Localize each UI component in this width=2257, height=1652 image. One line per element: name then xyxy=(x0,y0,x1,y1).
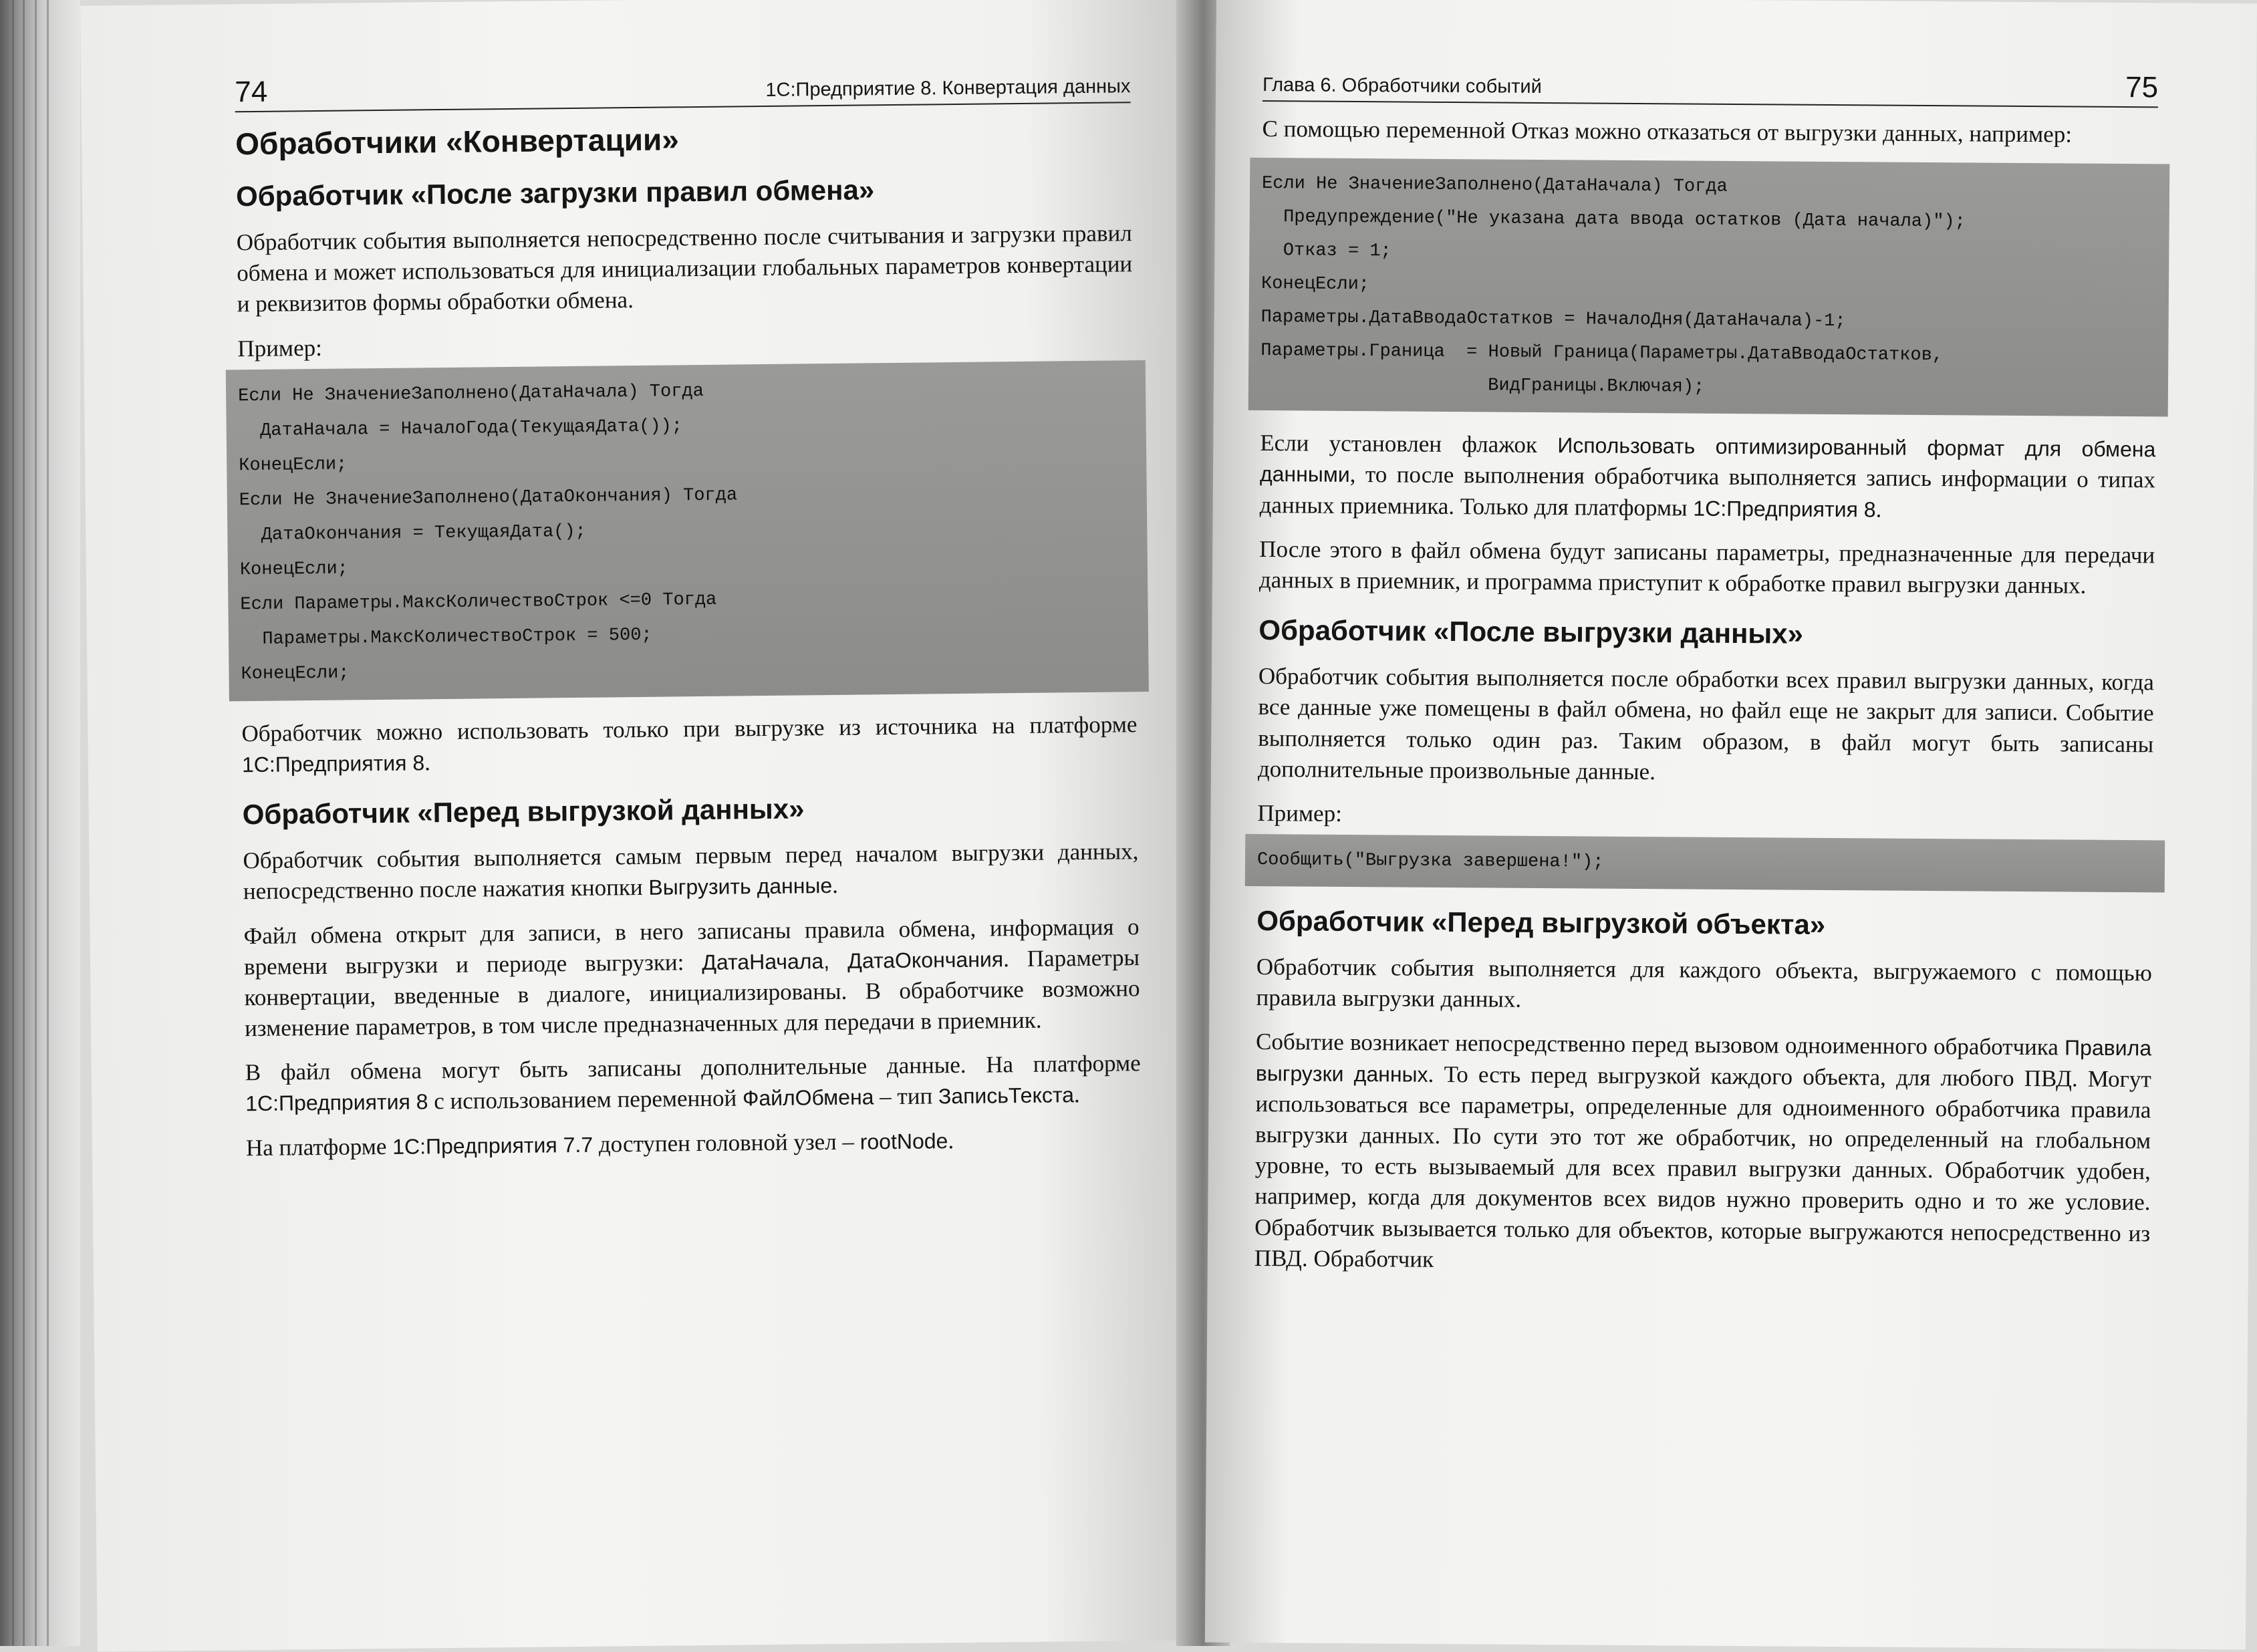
paragraph-after-load: Обработчик события выполняется непосредственно после считывания и загрузки правил обмена и может использоваться для инициализации глобальных параметров конвертации и реквизитов формы обработки обмена. xyxy=(236,220,1133,317)
code-line: ВидГраницы.Включая); xyxy=(1260,374,1705,398)
right-page xyxy=(1205,0,2257,1649)
paragraph-optimized-format: Если установлен флажок Использовать оптимизированный формат для обмена данными, то после выполнения обработчика выполняется запись информации о типах данных приемника. Только для платформы 1С:Предприятия 8. xyxy=(1259,430,2156,523)
code-line: Сообщить("Выгрузка завершена!"); xyxy=(1256,850,1604,873)
section-title: Обработчики «Конвертации» xyxy=(235,122,680,162)
paragraph-parameters: После этого в файл обмена будут записаны параметры, предназначенные для передачи данных в приемник, и программа приступит к обработке правил выгрузки данных. xyxy=(1258,535,2155,599)
paragraph-exchange-file: Файл обмена открыт для записи, в него записаны правила обмена, информация о времени выгрузки и периоде выгрузки: ДатаНачала, ДатаОкончания. Параметры конвертации, введенные в диалоге, инициализированы. В обработчике возможно изменение параметров, в том числе предназначенных для передачи в приемник. xyxy=(243,913,1140,1042)
left-page xyxy=(80,0,1207,1652)
paragraph-root-node: На платформе 1С:Предприятия 7.7 доступен головной узел – rootNode. xyxy=(245,1127,954,1161)
paragraph-event: Событие возникает непосредственно перед вызовом одноименного обработчика Правила выгрузки данных. То есть перед выгрузкой каждого объекта, для любого ПВД. Могут использоваться все параметры, определенные для одноименного обработчика правила выгрузки данных. По сути это тот же обработчик, но определенный на глобальном уровне, то есть вызываемый для всех правил выгрузки данных. Обработчик удобен, например, когда для документов всех видов нужно проверить одно и то же условие. Обработчик вызывается только для объектов, которые выгружаются непосредственно из ПВД. Обработчик xyxy=(1254,1028,2152,1272)
paragraph-first-handler: Обработчик события выполняется самым первым перед началом выгрузки данных, непосредственно после нажатия кнопки Выгрузить данные. xyxy=(243,838,1139,905)
code-line: КонецЕсли; xyxy=(239,559,349,580)
page-number-right: 75 xyxy=(2125,71,2159,104)
code-line: Параметры.МаксКоличествоСтрок = 500; xyxy=(240,625,652,650)
page-number-left: 74 xyxy=(235,75,268,109)
heading-before-object: Обработчик «Перед выгрузкой объекта» xyxy=(1256,905,1826,941)
book-edge-left xyxy=(0,0,80,1646)
example-label-right: Пример: xyxy=(1257,799,1343,827)
code-line: Если Не ЗначениеЗаполнено(ДатаНачала) Тогда xyxy=(238,381,704,407)
running-title-right: Глава 6. Обработчики событий xyxy=(1262,74,1542,98)
paragraph-after-export: Обработчик события выполняется после обработки всех правил выгрузки данных, когда все данные уже помещены в файл обмена, но файл еще не закрыт для записи. Событие выполняется только один раз. Таким образом, в файл могут быть записаны дополнительные произвольные данные. xyxy=(1257,663,2155,785)
code-line: Отказ = 1; xyxy=(1261,241,1391,262)
code-block-dates xyxy=(226,360,1149,701)
running-title-left: 1С:Предприятие 8. Конвертация данных xyxy=(765,76,1131,101)
code-block-cancel xyxy=(1248,158,2170,417)
code-line: Параметры.ДатаВводаОстатков = НачалоДня(ДатаНачала)-1; xyxy=(1260,307,1846,332)
heading-after-load-rules: Обработчик «После загрузки правил обмена» xyxy=(235,174,875,213)
code-line: КонецЕсли; xyxy=(1260,274,1370,295)
code-block-message xyxy=(1245,834,2165,893)
paragraph-each-object: Обработчик события выполняется для каждого объекта, выгружаемого с помощью правила выгрузки данных. xyxy=(1256,954,2152,1013)
code-line: ДатаОкончания = ТекущаяДата(); xyxy=(239,521,586,545)
paragraph-source-platform: Обработчик можно использовать только при выгрузке из источника на платформе 1С:Предприятия 8. xyxy=(241,710,1138,777)
example-label-left: Пример: xyxy=(237,334,323,362)
code-line: КонецЕсли; xyxy=(241,663,350,684)
paragraph-extra-data: В файл обмена могут быть записаны дополнительные данные. На платформе 1С:Предприятия 8 с использованием переменной ФайлОбмена – тип ЗаписьТекста. xyxy=(245,1050,1141,1116)
paragraph-cancel-variable: С помощью переменной Отказ можно отказаться от выгрузки данных, например: xyxy=(1262,116,2073,148)
code-line: Если Не ЗначениеЗаполнено(ДатаНачала) Тогда xyxy=(1261,174,1728,198)
code-line: Параметры.Граница = Новый Граница(Параметры.ДатаВводаОстатков, xyxy=(1260,341,1944,366)
code-line: ДатаНачала = НачалоГода(ТекущаяДата()); xyxy=(238,416,683,441)
heading-before-export: Обработчик «Перед выгрузкой данных» xyxy=(242,793,805,831)
running-head-right xyxy=(1263,67,2158,108)
heading-after-export: Обработчик «После выгрузки данных» xyxy=(1258,614,1804,650)
code-line: Если Параметры.МаксКоличествоСтрок <=0 Тогда xyxy=(240,589,717,615)
code-line: КонецЕсли; xyxy=(239,454,348,476)
running-head-left xyxy=(235,68,1130,112)
code-line: Предупреждение("Не указана дата ввода остатков (Дата начала)"); xyxy=(1261,207,1966,233)
code-line: Если Не ЗначениеЗаполнено(ДатаОкончания) Тогда xyxy=(239,485,738,511)
